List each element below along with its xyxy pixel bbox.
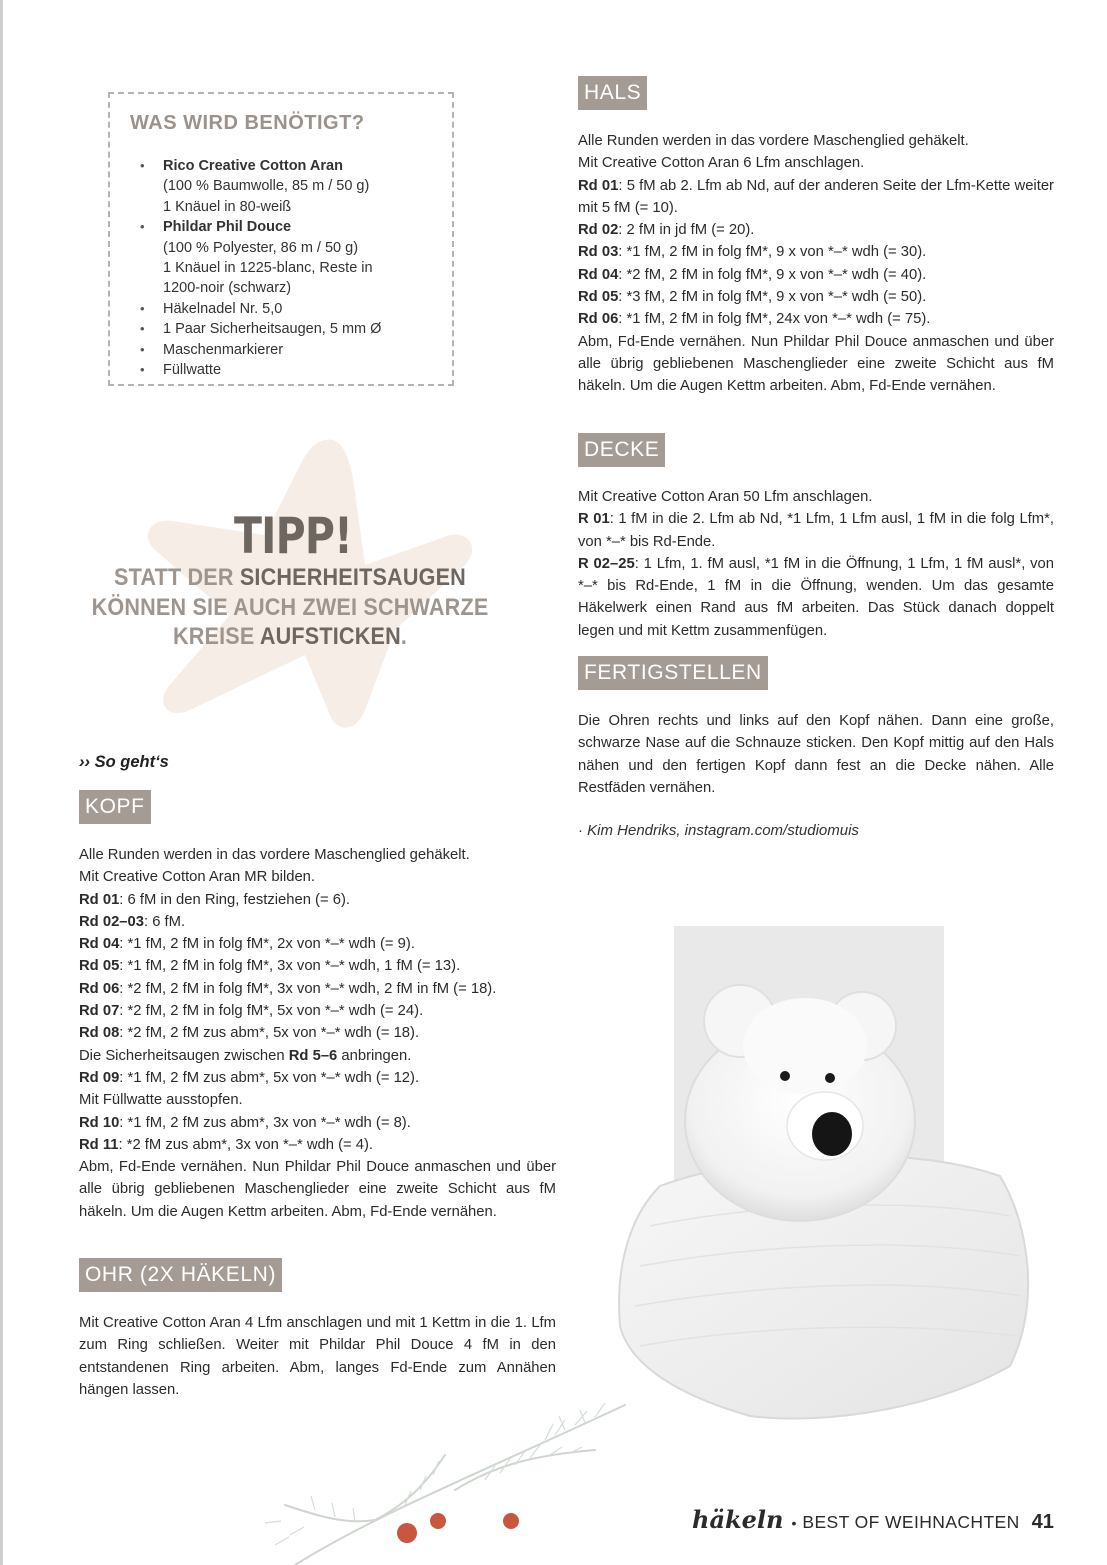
hals-round-label: Rd 05	[578, 289, 619, 306]
decke-r01	[578, 508, 1054, 553]
kopf-line	[79, 1067, 556, 1089]
materials-item-name: Häkelnadel Nr. 5,0	[163, 300, 283, 317]
decke-r0225-label: R 02–25	[578, 555, 635, 572]
kopf-round-label: Rd 10	[79, 1114, 120, 1131]
hals-line	[578, 286, 1054, 308]
kopf-line-text: : *2 fM, 2 fM in folg fM*, 5x von *–* wdh (= 24).	[119, 1003, 424, 1020]
kopf-line	[79, 1045, 556, 1067]
materials-item-detail: 1 Knäuel in 80-weiß	[163, 198, 292, 215]
hals-line-text: : *2 fM, 2 fM in folg fM*, 9 x von *–* wdh (= 40).	[618, 266, 927, 283]
materials-item-name: Maschenmarkierer	[163, 341, 284, 358]
materials-item-name: Füllwatte	[163, 362, 222, 379]
kopf-line-text: Mit Creative Cotton Aran MR bilden.	[79, 869, 316, 886]
hals-line-text: : *1 fM, 2 fM in folg fM*, 9 x von *–* wdh (= 30).	[618, 244, 927, 261]
kopf-line	[79, 866, 556, 888]
materials-item-detail: (100 % Baumwolle, 85 m / 50 g)	[163, 178, 370, 195]
kopf-round-label: Rd 05	[79, 958, 120, 975]
hals-rd01-text: : 5 fM ab 2. Lfm ab Nd, auf der anderen Seite der Lfm-Kette weiter mit 5 fM (= 10).	[578, 177, 1054, 216]
materials-item	[136, 319, 381, 339]
ohr-text: Mit Creative Cotton Aran 4 Lfm anschlagen und mit 1 Kettm in die 1. Lfm zum Ring schließen. Weiter mit Phildar Phil Douce 4 fM in den entstandenen Ring arbeiten. Abm, langes Fd-Ende zum Annähen hängen lassen.	[79, 1315, 556, 1398]
decke-r01-text: : 1 fM in die 2. Lfm ab Nd, *1 Lfm, 1 Lfm ausl, 1 fM in die folg Lfm*, von *–* bis Rd-Ende.	[578, 511, 1054, 550]
hals-line-text: Mit Creative Cotton Aran 6 Lfm anschlagen.	[578, 155, 865, 172]
decke-heading: DECKE	[578, 433, 665, 467]
tip-line1-a: STATT DER	[114, 564, 240, 591]
hals-rd01	[578, 175, 1054, 220]
kopf-round-label: Rd 06	[79, 980, 120, 997]
kopf-line	[79, 978, 556, 1000]
kopf-line-text: Die Sicherheitsaugen zwischen	[79, 1047, 289, 1064]
footer-brand: häkeln	[692, 1505, 784, 1534]
fertig-heading: FERTIGSTELLEN	[578, 656, 768, 690]
materials-item-name: Phildar Phil Douce	[163, 219, 292, 236]
kopf-line	[79, 1112, 556, 1134]
kopf-line-text: : *1 fM, 2 fM zus abm*, 3x von *–* wdh (= 8).	[119, 1114, 411, 1131]
hals-lines	[578, 130, 1054, 175]
kopf-line-text: Mit Füllwatte ausstopfen.	[79, 1092, 243, 1109]
decke-r0225	[578, 553, 1054, 642]
materials-item	[136, 360, 381, 380]
hals-line-text: Alle Runden werden in das vordere Maschenglied gehäkelt.	[578, 133, 969, 149]
polar-bear-photo	[600, 926, 1040, 1426]
hals-line	[578, 264, 1054, 286]
tip-line2: KÖNNEN SIE AUCH ZWEI SCHWARZE	[91, 593, 489, 621]
kopf-heading: KOPF	[79, 790, 151, 824]
kopf-line-text: : 6 fM.	[143, 913, 186, 930]
kopf-line-text: Alle Runden werden in das vordere Maschenglied gehäkelt.	[79, 847, 470, 863]
kopf-lines	[79, 844, 556, 1156]
kopf-text	[79, 844, 556, 1223]
hals-line-text: : *1 fM, 2 fM in folg fM*, 24x von *–* wdh (= 75).	[618, 311, 931, 328]
fertig-text: Die Ohren rechts und links auf den Kopf nähen. Dann eine große, schwarze Nase auf die Schnauze sticken. Den Kopf mittig auf den Hals nähen und den fertigen Kopf dann fest an die Decke nähen. Alle Restfäden vernähen.	[578, 713, 1054, 796]
kopf-line-text: : *2 fM, 2 fM zus abm*, 5x von *–* wdh (= 18).	[119, 1025, 420, 1042]
hals-text	[578, 130, 1054, 398]
hals-line	[578, 130, 1054, 152]
tip-line3-c: .	[400, 623, 408, 650]
hals-round-label: Rd 03	[578, 244, 619, 261]
hals-round-label: Rd 02	[578, 222, 619, 239]
page-footer	[692, 1505, 1054, 1537]
kopf-line	[79, 844, 556, 866]
hals-round-label: Rd 04	[578, 266, 619, 283]
decke-r01-label: R 01	[578, 511, 610, 528]
materials-item-name: 1 Paar Sicherheitsaugen, 5 mm Ø	[163, 321, 382, 338]
materials-title: WAS WIRD BENÖTIGT?	[130, 112, 365, 134]
hals-line	[578, 308, 1054, 330]
page-number: 41	[1031, 1511, 1054, 1533]
kopf-round-label: Rd 09	[79, 1069, 120, 1086]
hals-line	[578, 152, 1054, 174]
hals-rd01-label: Rd 01	[578, 177, 619, 194]
kopf-line	[79, 955, 556, 977]
ohr-heading: OHR (2X HÄKELN)	[79, 1258, 282, 1292]
pine-branch-decoration	[255, 1395, 645, 1565]
kopf-line	[79, 1000, 556, 1022]
kopf-line-text: : *1 fM, 2 fM in folg fM*, 3x von *–* wdh, 1 fM (= 13).	[119, 958, 461, 975]
kopf-line-text: anbringen.	[337, 1047, 412, 1064]
kopf-line-text: : *1 fM, 2 fM zus abm*, 5x von *–* wdh (= 12).	[119, 1069, 420, 1086]
kopf-line	[79, 889, 556, 911]
kopf-round-label: Rd 5–6	[288, 1047, 338, 1064]
so-gehts-label: ›› So geht‘s	[79, 753, 169, 771]
kopf-line-text: : 6 fM in den Ring, festziehen (= 6).	[119, 891, 350, 908]
hals-rounds	[578, 219, 1054, 330]
decke-intro: Mit Creative Cotton Aran 50 Lfm anschlagen.	[578, 489, 873, 505]
hals-line-text: : 2 fM in jd fM (= 20).	[618, 222, 755, 239]
kopf-line	[79, 1089, 556, 1111]
kopf-round-label: Rd 02–03	[79, 913, 144, 930]
tip-line3-b: AUFSTICKEN	[259, 623, 401, 650]
tip-line3-a: KREISE	[172, 623, 260, 650]
credit-line: · Kim Hendriks, instagram.com/studiomuis	[578, 822, 859, 839]
materials-item-detail: (100 % Polyester, 86 m / 50 g)	[163, 239, 359, 256]
hals-line	[578, 219, 1054, 241]
hals-round-label: Rd 06	[578, 311, 619, 328]
kopf-line	[79, 1022, 556, 1044]
materials-item	[136, 299, 381, 319]
kopf-line	[79, 911, 556, 933]
kopf-line	[79, 933, 556, 955]
hals-heading: HALS	[578, 76, 647, 110]
hals-line	[578, 241, 1054, 263]
decke-r0225-text: : 1 Lfm, 1. fM ausl, *1 fM in die Öffnung, 1 Lfm, 1 fM ausl*, von *–* bis Rd-Ende, 1 fM in die Öffnung, wenden. Um das gesamte Häkelwerk einen Rand aus fM arbeiten. Das Stück danach doppelt legen und mit Kettm zusammenfügen.	[578, 555, 1055, 639]
footer-separator: •	[791, 1515, 797, 1531]
kopf-round-label: Rd 11	[79, 1136, 119, 1153]
materials-list	[136, 156, 381, 380]
materials-item	[136, 217, 381, 299]
kopf-round-label: Rd 04	[79, 936, 120, 953]
kopf-line-text: : *2 fM, 2 fM in folg fM*, 3x von *–* wdh, 2 fM in fM (= 18).	[119, 980, 497, 997]
kopf-closing: Abm, Fd-Ende vernähen. Nun Phildar Phil Douce anmaschen und über alle übrig gebliebenen Maschenglieder eine zweite Schicht aus fM häkeln. Um die Augen Kettm arbeiten. Abm, Fd-Ende vernähen.	[79, 1159, 556, 1220]
hals-closing: Abm, Fd-Ende vernähen. Nun Phildar Phil Douce anmaschen und über alle übrig gebliebenen Maschenglieder eine zweite Schicht aus fM häkeln. Um die Augen Kettm arbeiten. Abm, Fd-Ende vernähen.	[578, 333, 1054, 395]
decke-text	[578, 486, 1054, 642]
materials-item	[136, 156, 381, 217]
kopf-line	[79, 1134, 556, 1156]
kopf-line-text: : *1 fM, 2 fM in folg fM*, 2x von *–* wdh (= 9).	[119, 936, 415, 953]
kopf-round-label: Rd 07	[79, 1003, 120, 1020]
materials-item-detail: 1 Knäuel in 1225-blanc, Reste in	[163, 260, 373, 277]
tip-text	[83, 563, 497, 652]
tip-line1-b: SICHERHEITSAUGEN	[239, 564, 466, 591]
kopf-round-label: Rd 01	[79, 891, 120, 908]
tip-title: TIPP!	[234, 507, 352, 565]
kopf-round-label: Rd 08	[79, 1025, 120, 1042]
materials-box	[108, 92, 454, 386]
page-edge	[0, 0, 3, 1565]
materials-item	[136, 340, 381, 360]
materials-item-detail: 1200-noir (schwarz)	[163, 280, 292, 297]
footer-magazine: BEST OF WEIHNACHTEN	[802, 1512, 1020, 1532]
kopf-line-text: : *2 fM zus abm*, 3x von *–* wdh (= 4).	[118, 1136, 374, 1153]
materials-item-name: Rico Creative Cotton Aran	[163, 158, 343, 174]
hals-line-text: : *3 fM, 2 fM in folg fM*, 9 x von *–* wdh (= 50).	[618, 289, 927, 306]
